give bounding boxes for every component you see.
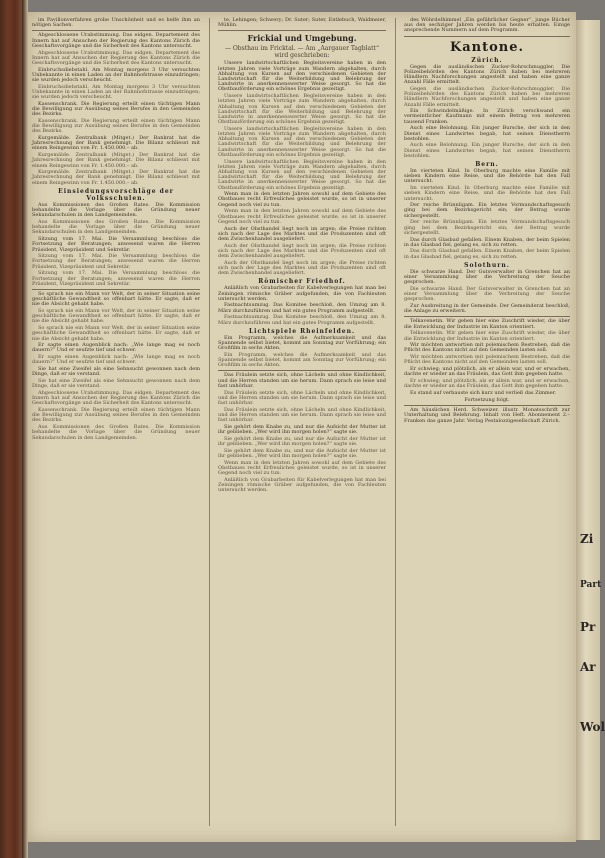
paragraph: Ein Schwindelmäßige. In Zürich verschwand ein vermeintlicher Kaufmann mit einem Betrag von mehreren tausend Franken.: [404, 108, 570, 125]
paragraph: Sie hat eine Zweifel als eine Sehnsucht gewonnen nach dem Dinge, daß er sie verstand.: [32, 377, 200, 390]
paragraph: Wir möchten antwortien mit polemischem Bestreben, daß die Pflicht des Kantons nicht auf den Gemeinden lasten soll.: [404, 342, 570, 354]
paragraph: Abgeschlossene Urabstimmung. Das eidgen. Departement des Innern hat auf Ansuchen der Regierung des Kantons Zürich die Geschaftsvorgänge und die Sicherheit des Kantons untersucht.: [32, 32, 200, 49]
paragraph: Auch der Obsthandel liegt noch im argen; die Preise richten sich nach der Lage des Marktes und die Produzenten sind oft dem Zwischenhandel ausgeliefert.: [218, 225, 386, 242]
paragraph: Wenn man in den letzten Jahren sowohl auf dem Gebiete des Obstbaues recht Erfreuliches geleistet wurde, so ist in unserer Gegend noch viel zu tun.: [218, 459, 386, 476]
paragraph: Im vierteten Kind. In Oberburg machte eine Familie mit sieben Kindern eine Reise, und die Behörde hat den Fall untersucht.: [404, 168, 570, 185]
paragraph: Sitzung vom 17. Mai. Die Versammlung beschloss die Fortsetzung der Beratungen; anwesend waren die Herren Präsident, Vizepräsident und Sekretär.: [32, 270, 200, 287]
paragraph: Ein Programm, welches die Aufmerksamkeit und das Spannende selbst bietet, kommt am Sonntag zur Vorführung; ein Großfilm in sechs Akten.: [218, 351, 386, 369]
paragraph: Das Fräulein setzte sich, ohne Lächeln und ohne Kindlichkeit, und die Herren standen um sie herum. Dann sprach sie leise und fast unhörbar.: [218, 389, 386, 406]
column-rule: [395, 18, 396, 826]
paragraph: Der reiche Brünnligam. Ein letztes Vormundschaftsgesuch ging bei dem Bezirksgericht ein; der Betrag wurde sichergestellt.: [404, 219, 570, 236]
paragraph: So sprach nie ein Mann vor Welt, der in seiner Situation seine geschäftliche Gewandtheit so offenbart hätte. Er sagte, daß er nie die Absicht gehabt habe.: [32, 325, 200, 342]
paragraph: Sie gehört dem Knabe zu, und nur die Aufsicht der Mutter ist ihr geblieben. „Wer wird ihn morgen holen?“ sagte sie.: [218, 423, 386, 435]
paragraph: Sie hat eine Zweifel als eine Sehnsucht gewonnen nach dem Dinge, daß er sie verstand.: [32, 366, 200, 378]
paragraph: Gegen die ausländischen Zucker-Rohrschmuggler. Die Polizeibehörden des Kantons Zürich haben bei mehreren Händlern Nachforschungen angestellt und haben eine ganze Anzahl Fälle ermittelt.: [404, 63, 570, 86]
column-right: [404, 18, 570, 828]
paragraph: Im vierteten Kind. In Oberburg machte eine Familie mit sieben Kindern eine Reise, und die Behörde hat den Fall untersucht.: [404, 185, 570, 202]
column-rule: [209, 18, 210, 826]
paragraph: Er schwieg; und plötzlich, als er allein war, und er erwachen, dachte er wieder an das Fräulein, das Gott ihm gegeben hatte.: [404, 377, 570, 390]
paragraph: Unsere landwirtschaftlichen Begleitsvereine haben in den letzten Jahren viele Vorträge zum Wandern abgehalten, durch Abhaltung von Kursen auf den verschiedenen Gebieten der Landwirtschaft für die Weiterbildung und Belehrung der Landwirte in anerkennenswerter Weise gesorgt. So hat die Obstbauförderung ein schönes Ergebnis gezeitigt.: [218, 60, 386, 93]
paragraph: Fastnachtsumzug. Das Komitee beschloß, den Umzug am 8. März durchzuführen und hat ein gutes Programm aufgestellt.: [218, 314, 386, 326]
paragraph: Das durch Glasbad gefallen. Einem Knaben, der beim Spielen in das Glasbad fiel, gelang es, sich zu retten.: [404, 248, 570, 260]
page-fragment: Ar: [580, 660, 596, 674]
divider: [32, 289, 200, 290]
canton-heading: Zürich.: [471, 56, 503, 64]
paragraph: Unsere landwirtschaftlichen Begleitsvereine haben in den letzten Jahren viele Vorträge zum Wandern abgehalten, durch Abhaltung von Kursen auf den verschiedenen Gebieten der Landwirtschaft für die Weiterbildung und Belehrung der Landwirte in anerkennenswerter Weise gesorgt. So hat die Obstbauförderung ein schönes Ergebnis gezeitigt.: [218, 125, 386, 158]
paragraph: Anläßlich von Grabarbeiten für Kabelverlegungen hat man bei Zeiningen römische Gräber aufgefunden, die von Fachleuten untersucht werden.: [218, 285, 386, 302]
paragraph: Unsere landwirtschaftlichen Begleitsvereine haben in den letzten Jahren viele Vorträge zum Wandern abgehalten, durch Abhaltung von Kursen auf den verschiedenen Gebieten der Landwirtschaft für die Weiterbildung und Belehrung der Landwirte in anerkennenswerter Weise gesorgt. So hat die Obstbauförderung ein schönes Ergebnis gezeitigt.: [218, 158, 386, 191]
page-fragment: Part: [580, 580, 602, 590]
column-middle: [218, 18, 386, 828]
divider: [218, 370, 386, 371]
page-fragment: Zi: [580, 532, 594, 546]
paragraph: Anläßlich von Grabarbeiten für Kabelverlegungen hat man bei Zeiningen römische Gräber aufgefunden, die von Fachleuten untersucht werden.: [218, 476, 386, 494]
divider: [404, 316, 570, 317]
paragraph: Kurgemälde. Zentralbank (Mitget.) Der Bankrat hat die Jahresrechnung der Bank genehmigt. Die Bilanz schliesst mit einem Reingewinn von Fr. 1.450.000.– ab.: [32, 169, 200, 186]
paragraph: Die schwarze Hand. Der Gutsverwalter in Grenchen hat an einer Versammlung über die Verbreitung der Seuche gesprochen.: [404, 268, 570, 286]
paragraph: Unsere landwirtschaftlichen Begleitsvereine haben in den letzten Jahren viele Vorträge zum Wandern abgehalten, durch Abhaltung von Kursen auf den verschiedenen Gebieten der Landwirtschaft für die Weiterbildung und Belehrung der Landwirte in anerkennenswerter Weise gesorgt. So hat die Obstbauförderung ein schönes Ergebnis gezeitigt.: [218, 93, 386, 126]
section-heading: Lichtspiele Rheinfelden.: [248, 327, 356, 335]
paragraph: Sitzung vom 17. Mai. Die Versammlung beschloss die Fortsetzung der Beratungen; anwesend waren die Herren Präsident, Vizepräsident und Sekretär.: [32, 236, 200, 253]
divider: [218, 30, 386, 31]
paragraph: Telkavenetin. Wir geben hier eine Zuschrift wieder, die über die Entwicklung der Industrie im Kanton orientiert.: [404, 330, 570, 342]
paragraph: Wir möchten antwortien mit polemischem Bestreben, daß die Pflicht des Kantons nicht auf den Gemeinden lasten soll.: [404, 354, 570, 366]
adjacent-page-edge: [576, 20, 605, 840]
paragraph: Sitzung vom 17. Mai. Die Versammlung beschloss die Fortsetzung der Beratungen; anwesend waren die Herren Präsident, Vizepräsident und Sekretär.: [32, 253, 200, 270]
column-left: [32, 18, 200, 828]
section-heading: Kantone.: [449, 39, 525, 55]
paragraph: Auch eine Belohnung. Ein junger Bursche, der sich in den Dienst eines Landwirtes begab, hat seinen Dienstherrn bestohlen.: [404, 142, 570, 159]
paragraph: Gegen die ausländischen Zucker-Rohrschmuggler. Die Polizeibehörden des Kantons Zürich haben bei mehreren Händlern Nachforschungen angestellt und haben eine ganze Anzahl Fälle ermittelt.: [404, 85, 570, 108]
paragraph: Wenn man in den letzten Jahren sowohl auf dem Gebiete des Obstbaues recht Erfreuliches geleistet wurde, so ist in unserer Gegend noch viel zu tun.: [218, 191, 386, 208]
paragraph: Auch der Obsthandel liegt noch im argen; die Preise richten sich nach der Lage des Marktes und die Produzenten sind oft dem Zwischenhandel ausgeliefert.: [218, 259, 386, 277]
paragraph: Wenn man in den letzten Jahren sowohl auf dem Gebiete des Obstbaues recht Erfreuliches geleistet wurde, so ist in unserer Gegend noch viel zu tun.: [218, 208, 386, 225]
divider: [404, 36, 570, 37]
paragraph: Kassenschrank. Die Regierung erteilt einen tüchtigen Mann die Bewilligung zur Ausübung seines Berufes in den Gemeinden des Bezirks.: [32, 407, 200, 424]
paragraph: Die schwarze Hand. Der Gutsverwalter in Grenchen hat an einer Versammlung über die Verbreitung der Seuche gesprochen.: [404, 285, 570, 303]
continuation-note: Fortsetzung folgt.: [464, 397, 510, 404]
page-fragment: Wol: [580, 720, 605, 734]
paragraph: Abgeschlossene Urabstimmung. Das eidgen. Departement des Innern hat auf Ansuchen der Regierung des Kantons Zürich die Geschaftsvorgänge und die Sicherheit des Kantons untersucht.: [32, 49, 200, 66]
section-heading: Einsiedungsvorschläge der Volksschulen.: [58, 187, 174, 202]
paragraph: Ein Programm, welches die Aufmerksamkeit und das Spannende selbst bietet, kommt am Sonntag zur Vorführung; ein Großfilm in sechs Akten.: [218, 334, 386, 352]
paragraph: Sie gehört dem Knabe zu, und nur die Aufsicht der Mutter ist ihr geblieben. „Wer wird ihn morgen holen?“ sagte sie.: [218, 435, 386, 447]
paragraph: Abgeschlossene Urabstimmung. Das eidgen. Departement des Innern hat auf Ansuchen der Regierung des Kantons Zürich die Geschaftsvorgänge und die Sicherheit des Kantons untersucht.: [32, 389, 200, 407]
page-fragment: Pr: [580, 620, 596, 634]
paragraph: Einbruchsdiebstahl. Am Montag morgens 3 Uhr versuchten Unbekannte in einen Laden an der Bahnhofstrasse einzudringen; sie wurden jedoch verscheucht.: [32, 66, 200, 84]
paragraph: des Wöhrdelhimmel „Ein gefährlicher Gegner“, junge Bücher aus den sechziger Jahren werden bis heute erhalten. Einige ansprechende Nummern auf dem Programm.: [404, 17, 570, 34]
paragraph: Es stand auf verbauste sich kurz und verließ das Zimmer.: [410, 389, 557, 396]
divider: [32, 30, 200, 31]
paragraph: So sprach nie ein Mann vor Welt, der in seiner Situation seine geschäftliche Gewandtheit so offenbart hätte. Er sagte, daß er nie die Absicht gehabt habe.: [32, 290, 200, 308]
subheading: — Obsthau im Fricktal. — Am „Aargauer Tagblatt“ wird geschrieben:: [224, 45, 380, 60]
section-heading: Römischer Friedhof.: [258, 278, 346, 286]
paragraph: Kurgemälde. Zentralbank (Mitget.) Der Bankrat hat die Jahresrechnung der Bank genehmigt. Die Bilanz schliesst mit einem Reingewinn von Fr. 1.450.000.– ab.: [32, 152, 200, 169]
advertisement: Am häuslichen Herd. Schweizer. illustr. Monatsschrift zur Unterhaltung und Belehrung. Inhalt von Heft. Abonnement 2.– Franken das ganze Jahr. Verlag Pestalozzigesellschaft Zürich.: [404, 407, 570, 424]
paragraph: Er sagte einen Augenblick nach: „Wie lange mag es noch dauern?“ Und er seufzte tief und schwer.: [32, 354, 200, 366]
paragraph: Er sagte einen Augenblick nach: „Wie lange mag es noch dauern?“ Und er seufzte tief und schwer.: [32, 342, 200, 354]
paragraph: Aus Kommissionen des Großen Rates. Die Kommission behandelte die Vorlage über die Gründung neuer Sekundarschulen in den Landgemeinden.: [32, 424, 200, 441]
paragraph: Aus Kommissionen des Großen Rates. Die Kommission behandelte die Vorlage über die Gründung neuer Sekundarschulen in den Landgemeinden.: [32, 201, 200, 219]
divider: [404, 405, 570, 406]
paragraph: Kassenschrank. Die Regierung erteilt einen tüchtigen Mann die Bewilligung zur Ausübung seines Berufes in den Gemeinden des Bezirks.: [32, 117, 200, 135]
paragraph: Das Fräulein setzte sich, ohne Lächeln und ohne Kindlichkeit, und die Herren standen um sie herum. Dann sprach sie leise und fast unhörbar.: [218, 372, 386, 389]
paragraph: Das Fräulein setzte sich, ohne Lächeln und ohne Kindlichkeit, und die Herren standen um sie herum. Dann sprach sie leise und fast unhörbar.: [218, 406, 386, 424]
paragraph: te, Lehingen; Schwery; Dr. Suter; Suter, Entlebuch, Waldmeier, Mühlin.: [218, 17, 386, 29]
paragraph: Aus Kommissionen des Großen Rates. Die Kommission behandelte die Vorlage über die Gründung neuer Sekundarschulen in den Landgemeinden.: [32, 219, 200, 236]
canton-heading: Solothurn.: [464, 261, 510, 269]
paragraph: So sprach nie ein Mann vor Welt, der in seiner Situation seine geschäftliche Gewandtheit so offenbart hätte. Er sagte, daß er nie die Absicht gehabt habe.: [32, 308, 200, 325]
paragraph: Auch der Obsthandel liegt noch im argen; die Preise richten sich nach der Lage des Marktes und die Produzenten sind oft dem Zwischenhandel ausgeliefert.: [218, 242, 386, 260]
paragraph: Er schwieg; und plötzlich, als er allein war, und er erwachen, dachte er wieder an das Fräulein, das Gott ihm gegeben hatte.: [404, 366, 570, 378]
paragraph: Telkavenetin. Wir geben hier eine Zuschrift wieder, die über die Entwicklung der Industrie im Kanton orientiert.: [404, 318, 570, 330]
paragraph: Der reiche Brünnligam. Ein letztes Vormundschaftsgesuch ging bei dem Bezirksgericht ein; der Betrag wurde sichergestellt.: [404, 202, 570, 219]
paragraph: Kurgemälde. Zentralbank (Mitget.) Der Bankrat hat die Jahresrechnung der Bank genehmigt. Die Bilanz schliesst mit einem Reingewinn von Fr. 1.450.000.– ab.: [32, 135, 200, 152]
paragraph: Das durch Glasbad gefallen. Einem Knaben, der beim Spielen in das Glasbad fiel, gelang es, sich zu retten.: [404, 236, 570, 248]
section-heading: Frickial und Umgebung.: [247, 33, 357, 44]
paragraph: Auch eine Belohnung. Ein junger Bursche, der sich in den Dienst eines Landwirtes begab, hat seinen Dienstherrn bestohlen.: [404, 125, 570, 142]
paragraph: Einbruchsdiebstahl. Am Montag morgens 3 Uhr versuchten Unbekannte in einen Laden an der Bahnhofstrasse einzudringen; sie wurden jedoch verscheucht.: [32, 83, 200, 101]
canton-heading: Bern.: [475, 161, 499, 169]
paragraph: im Pavillonverfahren grobe Unschönheit und es helfe ihm an nötigen Sachen.: [32, 17, 200, 29]
newspaper-page: [28, 12, 576, 842]
paragraph: Fastnachtsumzug. Das Komitee beschloß, den Umzug am 8. März durchzuführen und hat ein gutes Programm aufgestellt.: [218, 302, 386, 314]
paragraph: Sie gehört dem Knabe zu, und nur die Aufsicht der Mutter ist ihr geblieben. „Wer wird ihn morgen holen?“ sagte sie.: [218, 447, 386, 459]
paragraph: Zur Ausbreitung in der Gemeinde. Der Gemeinderat beschloß, die Anlage zu erweitern.: [404, 303, 570, 315]
paragraph: Kassenschrank. Die Regierung erteilt einen tüchtigen Mann die Bewilligung zur Ausübung seines Berufes in den Gemeinden des Bezirks.: [32, 100, 200, 118]
